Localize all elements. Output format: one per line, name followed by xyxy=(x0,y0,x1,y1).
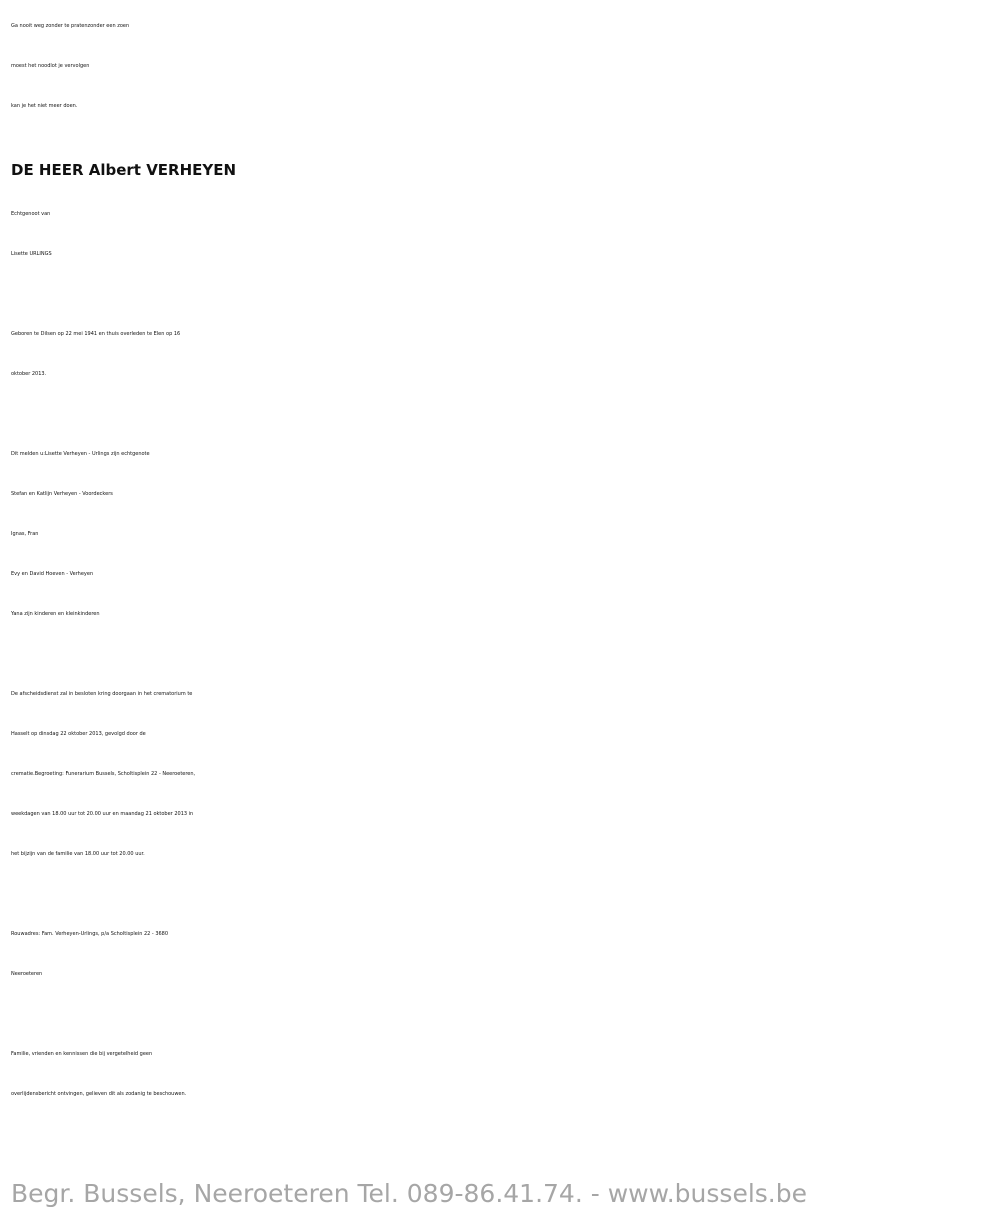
birth-death-block xyxy=(11,314,996,394)
spouse-line: Lisette URLINGS xyxy=(11,251,52,257)
service-line: het bijzijn van de familie van 18.00 uur tot 20.00 uur. xyxy=(11,851,145,857)
notice-block xyxy=(11,1034,996,1114)
address-block xyxy=(11,914,996,994)
family-line: Yana zijn kinderen en kleinkinderen xyxy=(11,611,100,617)
spouse-block xyxy=(11,194,996,274)
notice-line: overlijdensbericht ontvingen, gelieven dit als zodanig te beschouwen. xyxy=(11,1091,187,1097)
address-line: Neeroeteren xyxy=(11,971,43,977)
family-line: Ignas, Fran xyxy=(11,531,39,537)
family-block xyxy=(11,434,996,634)
family-line: Stefan en Katlijn Verheyen - Voordeckers xyxy=(11,491,113,497)
service-line: crematie.Begroeting: Funerarium Bussels, Scholtisplein 22 - Neeroeteren, xyxy=(11,771,196,777)
family-line: Evy en David Hoeven - Verheyen xyxy=(11,571,94,577)
birth-death-line: oktober 2013. xyxy=(11,371,47,377)
deceased-name: DE HEER Albert VERHEYEN xyxy=(11,161,237,179)
service-line: weekdagen van 18.00 uur tot 20.00 uur en maandag 21 oktober 2013 in xyxy=(11,811,194,817)
service-line: De afscheidsdienst zal in besloten kring doorgaan in het crematorium te xyxy=(11,691,193,697)
notice-line: Familie, vrienden en kennissen die bij vergetelheid geen xyxy=(11,1051,153,1057)
service-block xyxy=(11,674,996,874)
poem-line: kan je het niet meer doen. xyxy=(11,103,78,109)
family-line: Dit melden u:Lisette Verheyen - Urlings zijn echtgenote xyxy=(11,451,150,457)
poem-line: moest het noodlot je vervolgen xyxy=(11,63,90,69)
poem-line: Ga nooit weg zonder te pratenzonder een zoen xyxy=(11,23,130,29)
service-line: Hasselt op dinsdag 22 oktober 2013, gevolgd door de xyxy=(11,731,146,737)
poem-block xyxy=(11,6,996,126)
birth-death-line: Geboren te Dilsen op 22 mei 1941 en thuis overleden te Elen op 16 xyxy=(11,331,181,337)
address-line: Rouwadres: Fam. Verheyen-Urlings, p/a Scholtisplein 22 - 3680 xyxy=(11,931,169,937)
obituary-document xyxy=(11,6,996,1114)
spouse-line: Echtgenoot van xyxy=(11,211,51,217)
footer-credit: Begr. Bussels, Neeroeteren Tel. 089-86.41.74. - www.bussels.be xyxy=(11,1179,807,1208)
